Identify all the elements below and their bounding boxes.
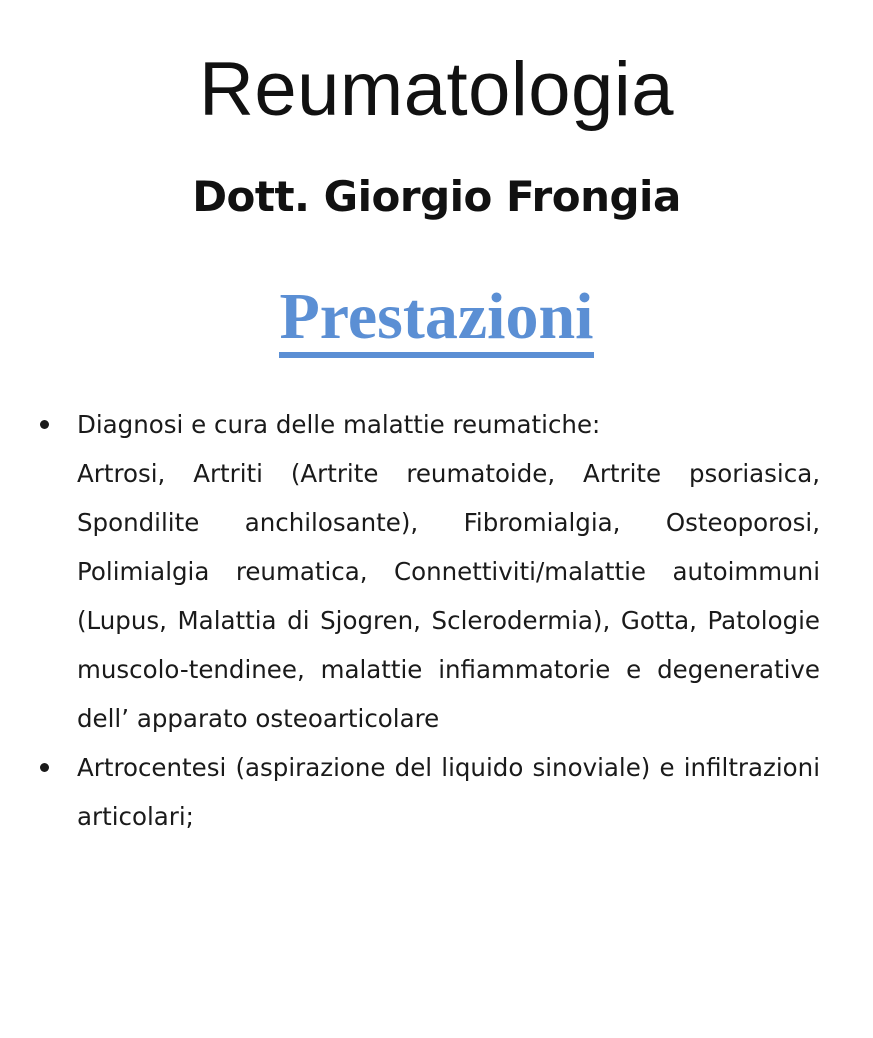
doctor-name: Dott. Giorgio Frongia — [192, 172, 681, 221]
service-item-arthrocentesis — [38, 743, 820, 841]
page-title: Reumatologia — [199, 47, 674, 132]
service-description: Artrocentesi (aspirazione del liquido sinoviale) e infiltrazioni articolari; — [77, 753, 820, 831]
section-heading — [0, 280, 873, 358]
bullet-icon — [40, 763, 49, 772]
service-item-diagnosis — [38, 400, 820, 743]
bullet-icon — [40, 420, 49, 429]
service-description: Artrosi, Artriti (Artrite reumatoide, Artrite psoriasica, Spondilite anchilosante), Fibromialgia, Osteoporosi, Polimialgia reumatica, Connettiviti/malattie autoimmuni (Lupus, Malattia di Sjogren, Sclerodermia), Gotta, Patologie muscolo-tendinee, malattie infiammatorie e degenerative dell’ apparato osteoarticolare — [77, 459, 820, 733]
services-list — [38, 400, 820, 841]
service-lead: Diagnosi e cura delle malattie reumatiche: — [77, 410, 601, 439]
section-heading-text: Prestazioni — [279, 283, 593, 358]
